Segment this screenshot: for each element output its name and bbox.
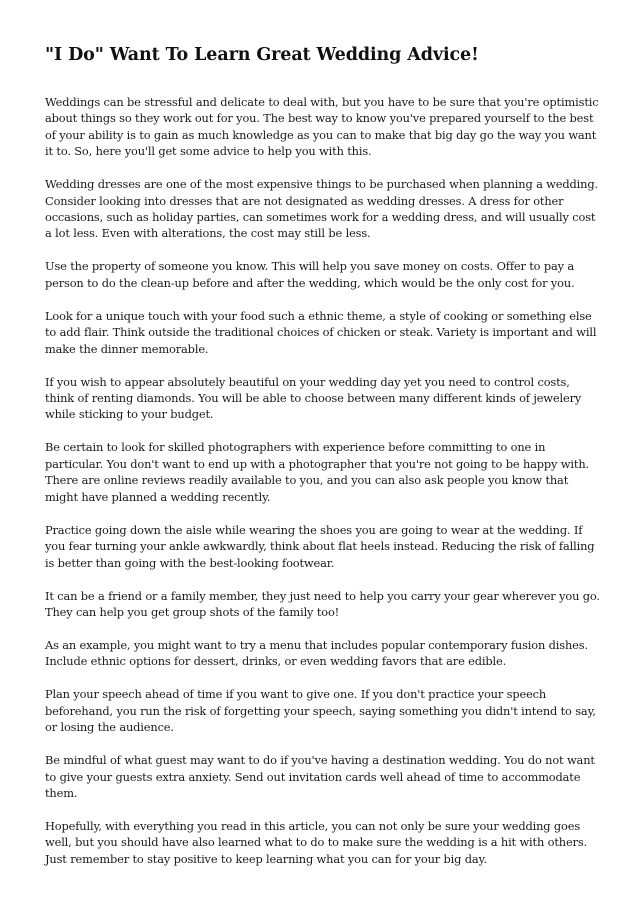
paragraph-helper: It can be a friend or a family member, they just need to help you carry your gear wherever you go. They can help you get group shots of the family too! — [45, 588, 600, 619]
paragraph-intro: Weddings can be stressful and delicate to deal with, but you have to be sure that you're optimistic about things so they work out for you. The best way to know you've prepared yourself to the best of your ability is to gain as much knowledge as you can to make that big day go the way you want it to. So, here you'll get some advice to help you with this. — [45, 95, 599, 159]
document-title: "I Do" Want To Learn Great Wedding Advice! — [45, 45, 479, 65]
paragraph-shoes: Practice going down the aisle while wearing the shoes you are going to wear at the wedding. If you fear turning your ankle awkwardly, think about flat heels instead. Reducing the risk of falling is better than going with the best-looking footwear. — [45, 522, 595, 570]
document-page — [45, 44, 601, 884]
paragraph-conclusion: Hopefully, with everything you read in this article, you can not only be sure your wedding goes well, but you should have also learned what to do to make sure the wedding is a hit with others. Just remember to stay positive to keep learning what you can for your big day. — [45, 818, 588, 866]
paragraph-photographers: Be certain to look for skilled photographers with experience before committing to one in particular. You don't want to end up with a photographer that you're not going to be happy with. There are online reviews readily available to you, and you can also ask people you know that might have planned a wedding recently. — [45, 440, 589, 504]
paragraph-food: Look for a unique touch with your food such a ethnic theme, a style of cooking or something else to add flair. Think outside the traditional choices of chicken or steak. Variety is important and will make the dinner memorable. — [45, 308, 597, 356]
paragraph-property: Use the property of someone you know. This will help you save money on costs. Offer to pay a person to do the clean-up before and after the wedding, which would be the only cost for you. — [45, 259, 575, 290]
paragraph-speech: Plan your speech ahead of time if you want to give one. If you don't practice your speech beforehand, you run the risk of forgetting your speech, saying something you didn't intend to say, or losing the audience. — [45, 687, 596, 735]
paragraph-wedding-dresses: Wedding dresses are one of the most expensive things to be purchased when planning a wedding. Consider looking into dresses that are not designated as wedding dresses. A dress for other occasions, such as holiday parties, can sometimes work for a wedding dress, and will usually cost a lot less. Even with alterations, the cost may still be less. — [45, 177, 598, 241]
paragraph-diamonds: If you wish to appear absolutely beautiful on your wedding day yet you need to control costs, think of renting diamonds. You will be able to choose between many different kinds of jewelery while sticking to your budget. — [45, 374, 582, 422]
paragraph-destination: Be mindful of what guest may want to do if you've having a destination wedding. You do not want to give your guests extra anxiety. Send out invitation cards well ahead of time to accommodate them. — [45, 753, 595, 800]
paragraph-menu: As an example, you might want to try a menu that includes popular contemporary fusion dishes. Include ethnic options for dessert, drinks, or even wedding favors that are edible. — [45, 637, 588, 669]
